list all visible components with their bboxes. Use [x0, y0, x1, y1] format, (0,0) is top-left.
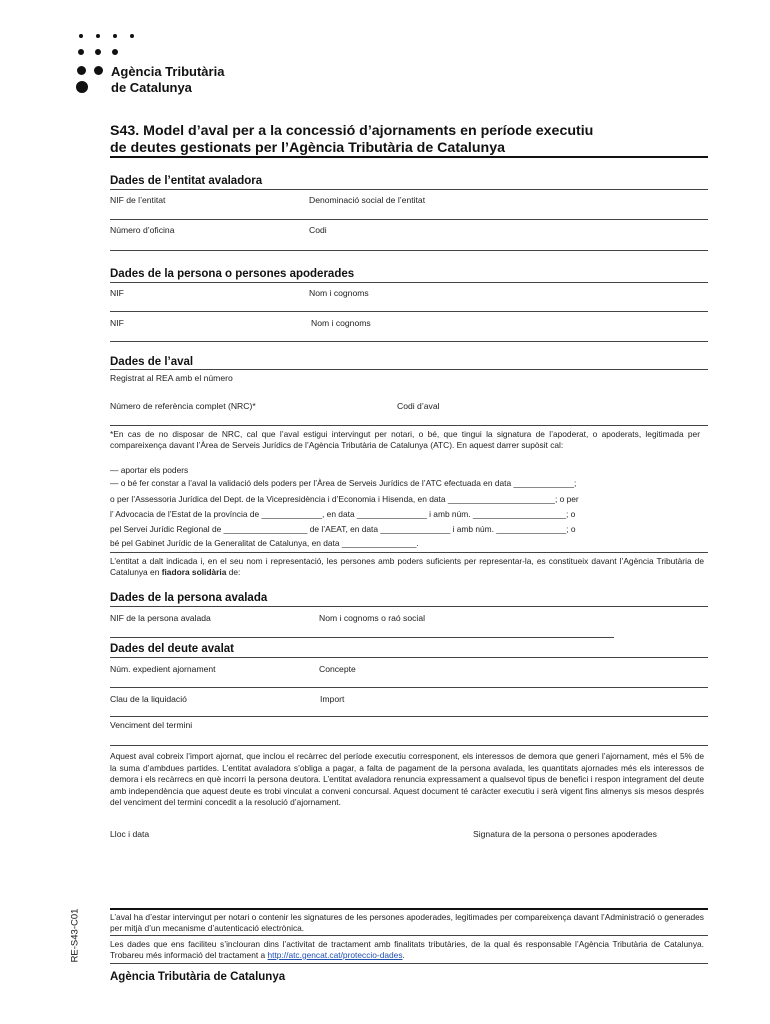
field-rule — [110, 219, 708, 220]
page-title-line2: de deutes gestionats per l’Agència Tributària de Catalunya — [110, 140, 505, 156]
section-heading-apoderades: Dades de la persona o persones apoderades — [110, 268, 355, 280]
nrc-option-validacio: — o bé fer constar a l’aval la validació dels poders per l’Àrea de Serveis Jurídics de l’ATC efectuada en data _____________; — [110, 478, 577, 488]
logo-dot — [76, 81, 88, 93]
logo-text-line2: de Catalunya — [111, 80, 192, 95]
fiadora-statement-text: L’entitat a dalt indicada i, en el seu nom i representació, les persones amb poders suficients per representar-la, es constitueix davant l’Agència Tributària de Catalunya en — [110, 556, 704, 577]
nom-avalada-field[interactable]: Nom i cognoms o raó social — [319, 613, 426, 623]
clau-liquidacio-field[interactable]: Clau de la liquidació — [110, 694, 187, 704]
logo-dot — [95, 49, 101, 55]
logo-dot — [78, 49, 84, 55]
codi-aval-field[interactable]: Codi d’aval — [397, 401, 440, 411]
nif-avalada-field[interactable]: NIF de la persona avalada — [110, 613, 211, 623]
lloc-data-field[interactable]: Lloc i data — [110, 829, 150, 839]
field-rule — [110, 250, 708, 251]
logo-dot — [113, 34, 117, 38]
aval-clause: Aquest aval cobreix l’import ajornat, que inclou el recàrrec del període executiu corresponent, els interessos de demora que generi l’ajornament, més el 5% de la suma d’ambdues partides. L’entitat avaladora s’obliga a pagar, a falta de pagament de la persona avalada, les quantitats ajornades més els interessos de demora i els recàrrecs en què incorri la persona deutora. L’entitat avaladora renuncia expressament a qualsevol tipus de benefici i respon integrament del deute amb independència que aquest deute es trobi vinculat a conveni concursal. Aquest document té caràcter executiu i serà vigent fins almenys sis mesos després del venciment del termini concedit a la resolució d’ajornament. — [110, 751, 704, 808]
title-underline — [110, 156, 708, 158]
form-code: RE-S43-C01 — [69, 908, 81, 963]
footer-rule — [110, 935, 708, 936]
nrc-option-poders: — aportar els poders — [110, 465, 189, 475]
nom-apoderat-1-field[interactable]: Nom i cognoms — [309, 288, 369, 298]
section-heading-deute: Dades del deute avalat — [110, 643, 234, 655]
denominacio-field[interactable]: Denominació social de l’entitat — [309, 195, 426, 205]
section-heading-entitat: Dades de l’entitat avaladora — [110, 175, 263, 187]
footer-rule — [110, 963, 708, 964]
field-rule — [110, 637, 614, 638]
fiadora-statement — [110, 556, 704, 578]
nrc-field[interactable]: Número de referència complet (NRC)* — [110, 401, 256, 411]
nrc-option-servei-juridic: pel Servei Jurídic Regional de __________________ de l’AEAT, en data _______________ i amb núm. _______________; o — [110, 524, 576, 534]
logo-dot — [96, 34, 100, 38]
page-title — [110, 123, 710, 157]
field-rule — [110, 341, 708, 342]
field-rule — [110, 687, 708, 688]
field-rule — [110, 425, 708, 426]
field-rule — [110, 716, 708, 717]
nif-apoderat-1-field[interactable]: NIF — [110, 288, 124, 298]
nrc-option-assessoria: o per l’Assessoria Jurídica del Dept. de la Vicepresidència i d’Economia i Hisenda, en data _______________________; o per — [110, 494, 579, 504]
footer-rule — [110, 908, 708, 910]
rea-field[interactable]: Registrat al REA amb el número — [110, 373, 233, 383]
fiadora-statement-end: de: — [226, 567, 241, 577]
nrc-option-advocacia: l’ Advocacia de l’Estat de la província de _____________, en data _______________ i amb núm. ____________________; o — [110, 509, 576, 519]
fiadora-statement-bold: fiadora solidària — [161, 567, 227, 577]
logo-text-line1: Agència Tributària — [111, 64, 225, 79]
section-rule — [110, 657, 708, 658]
expedient-field[interactable]: Núm. expedient ajornament — [110, 664, 216, 674]
footer-agency-name: Agència Tributària de Catalunya — [110, 971, 286, 983]
import-field[interactable]: Import — [320, 694, 345, 704]
oficina-field[interactable]: Número d’oficina — [110, 225, 175, 235]
logo-dot — [77, 66, 86, 75]
data-protection-link[interactable]: http://atc.gencat.cat/proteccio-dades — [267, 950, 403, 960]
logo-dot — [130, 34, 134, 38]
nrc-option-gabinet: bé pel Gabinet Jurídic de la Generalitat de Catalunya, en data ________________. — [110, 538, 419, 548]
intervention-note: L’aval ha d’estar intervingut per notari o contenir les signatures de les persones apoderades, legitimades per compareixença davant l’Administració o generades per mitjà d’un mecanisme d’autenticació electrònica. — [110, 912, 704, 933]
section-heading-aval: Dades de l’aval — [110, 356, 194, 368]
nif-apoderat-2-field[interactable]: NIF — [110, 318, 124, 328]
nif-entitat-field[interactable]: NIF de l’entitat — [110, 195, 166, 205]
logo-dot — [112, 49, 118, 55]
nom-apoderat-2-field[interactable]: Nom i cognoms — [311, 318, 371, 328]
signatura-field[interactable]: Signatura de la persona o persones apoderades — [473, 829, 657, 839]
field-rule — [110, 552, 708, 553]
section-rule — [110, 189, 708, 190]
nrc-note: *En cas de no disposar de NRC, cal que l’aval estigui intervingut per notari, o bé, que tingui la signatura de l’apoderat, o apoderats, legitimada per compareixença davant l’Àrea de Serveis Jurídics de l’Agència Tributària de Catalunya (ATC). En aquest darrer supòsit cal: — [110, 429, 700, 450]
venciment-field[interactable]: Venciment del termini — [110, 720, 193, 730]
page-title-line1: S43. Model d’aval per a la concessió d’ajornaments en període executiu — [110, 123, 594, 139]
field-rule — [110, 745, 708, 746]
data-protection-note — [110, 939, 704, 961]
concepte-field[interactable]: Concepte — [319, 664, 356, 674]
logo-dot — [79, 34, 83, 38]
logo-dot — [94, 66, 103, 75]
data-protection-end: . — [402, 950, 405, 960]
codi-field[interactable]: Codi — [309, 225, 327, 235]
section-rule — [110, 369, 708, 370]
field-rule — [110, 311, 708, 312]
section-rule — [110, 606, 708, 607]
data-protection-text: Les dades que ens faciliteu s’inclouran dins l’activitat de tractament amb finalitats tributàries, de la qual és responsable l’Agència Tributària de Catalunya. Trobareu més informació del tractament a — [110, 939, 704, 960]
section-rule — [110, 282, 708, 283]
section-heading-avalada: Dades de la persona avalada — [110, 592, 268, 604]
